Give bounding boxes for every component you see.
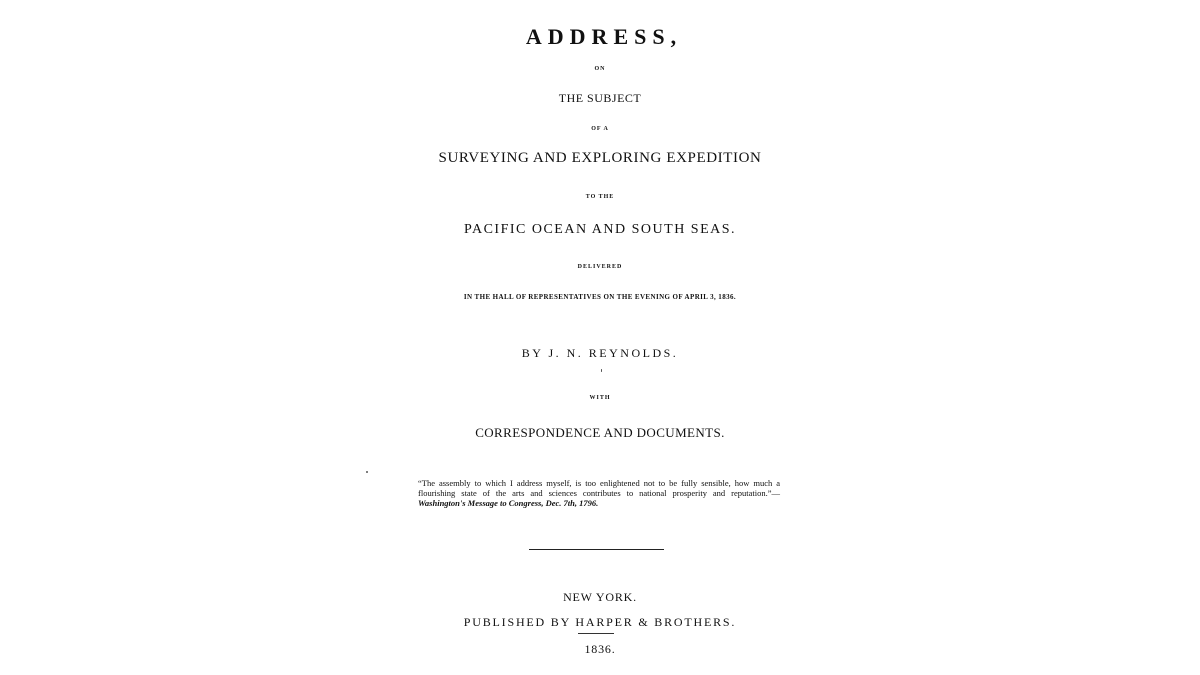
short-divider-rule [578,633,614,634]
epigraph-text: “The assembly to which I address myself, is too enlightened not to be fully sensible, how much a flourishing state of the arts and sciences contributes to national prosperity and reputation.”— [418,478,780,498]
author-line: BY J. N. REYNOLDS. [521,346,679,360]
connector-to-the: TO THE [585,194,615,200]
connector-of-a: OF A [591,126,609,132]
the-subject-line: THE SUBJECT [558,91,642,105]
scan-speck [366,471,368,473]
epigraph-attribution: Washington's Message to Congress, Dec. 7th, 1796. [418,498,599,508]
connector-on: ON [594,66,606,72]
epigraph [418,478,780,508]
venue-line: IN THE HALL OF REPRESENTATIVES ON THE EVENING OF APRIL 3, 1836. [463,293,737,301]
expedition-line: SURVEYING AND EXPLORING EXPEDITION [438,150,762,166]
imprint-year: 1836. [584,642,616,656]
delivered-label: DELIVERED [577,264,623,270]
document-title: ADDRESS, [525,24,683,49]
divider-rule [529,549,664,550]
connector-with: WITH [589,395,611,401]
scan-speck [601,369,602,372]
destination-line: PACIFIC OCEAN AND SOUTH SEAS. [463,222,737,237]
imprint-publisher: PUBLISHED BY HARPER & BROTHERS. [463,615,737,629]
imprint-city: NEW YORK. [563,590,637,604]
appendix-line: CORRESPONDENCE AND DOCUMENTS. [475,425,725,440]
